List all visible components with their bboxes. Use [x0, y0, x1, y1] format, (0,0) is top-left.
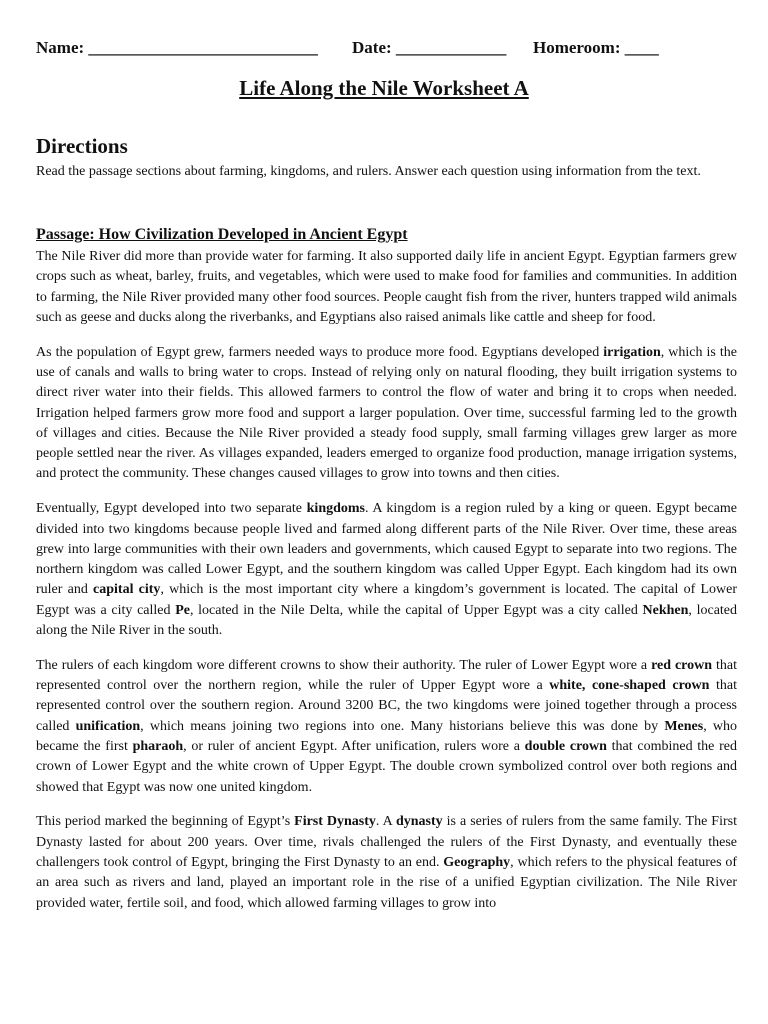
text-run: that represented control over the northern region, while the ruler of Upper Egypt wore a	[36, 657, 737, 694]
text-run: . A	[375, 814, 396, 830]
directions-heading: Directions	[36, 134, 128, 158]
page-title: Life Along the Nile Worksheet A	[239, 76, 529, 100]
date-field: Date: _____________	[352, 38, 507, 57]
passage-paragraph-2	[36, 343, 737, 485]
text-run: , which is the use of canals and walls to bring water to crops. Instead of relying only on natural flooding, they built irrigation systems to direct river water into their fields. This allowed farmers to control the flow of water and bring it to crops when needed. Irrigation helped farmers grow more food and support a larger population. Over time, successful farming led to the growth of villages and cities. Because the Nile River provided a steady food supply, small farming villages grew larger as more people settled near the river. As villages expanded, leaders emerged to organize food production, manage irrigation systems, and protect the community. These changes caused villages to grow into towns and then cities.	[36, 344, 737, 482]
text-run: Eventually, Egypt developed into two separate	[36, 501, 307, 517]
text-run: , which refers to the physical features of an area such as rivers and land, played an important role in the rise of a unified Egyptian civilization. The Nile River provided water, fertile soil, and food, which allowed farming villages to grow into	[36, 855, 737, 911]
passage-paragraph-1: The Nile River did more than provide water for farming. It also supported daily life in ancient Egypt. Egyptian farmers grew crops such as wheat, barley, fruits, and vegetables, which were used to make food for families and communities. In addition to farming, the Nile River provided many other food sources. People caught fish from the river, hunters trapped wild animals such as geese and ducks along the riverbanks, and Egyptians also raised animals like cattle and sheep for food.	[36, 249, 737, 325]
text-run: , located in the Nile Delta, while the capital of Upper Egypt was a city called	[189, 602, 643, 618]
key-term-first-dynasty: First Dynasty	[294, 814, 376, 830]
key-term-double-crown: double crown	[524, 739, 607, 755]
text-run: This period marked the beginning of Egypt’s	[36, 814, 295, 830]
key-term-unification: unification	[75, 718, 141, 734]
key-term-white-crown: white, cone-shaped crown	[549, 678, 710, 694]
text-run: that combined the red crown of Lower Egypt and the white crown of Upper Egypt. The double crown symbolized control over both regions and showed that Egypt was now one united kingdom.	[36, 739, 737, 795]
key-term-nekhen: Nekhen	[642, 602, 689, 618]
directions-text: Read the passage sections about farming, kingdoms, and rulers. Answer each question using information from the text.	[36, 164, 701, 179]
name-field: Name: ___________________________	[36, 38, 318, 57]
key-term-pe: Pe	[175, 602, 190, 618]
key-term-dynasty: dynasty	[395, 814, 443, 830]
passage-heading: Passage: How Civilization Developed in Ancient Egypt	[36, 226, 408, 243]
passage-paragraph-5	[36, 812, 737, 913]
text-run: The rulers of each kingdom wore different crowns to show their authority. The ruler of Lower Egypt wore a	[36, 657, 652, 673]
key-term-menes: Menes	[664, 718, 704, 734]
key-term-capital-city: capital city	[93, 582, 161, 598]
homeroom-field: Homeroom: ____	[533, 38, 659, 57]
key-term-geography: Geography	[443, 855, 511, 871]
passage-paragraph-3	[36, 499, 737, 641]
text-run: , located along the Nile River in the south.	[36, 602, 738, 639]
key-term-irrigation: irrigation	[603, 344, 661, 360]
passage-body	[36, 247, 737, 928]
key-term-kingdoms: kingdoms	[306, 501, 365, 517]
text-run: . A kingdom is a region ruled by a king or queen. Egypt became divided into two kingdoms because people lived and farmed along different parts of the Nile River. Over time, these areas grew into large communities with their own leaders and governments, which caused Egypt to separate into two regions. The northern kingdom was called Lower Egypt, and the southern kingdom was called Upper Egypt. Each kingdom had its own ruler and	[36, 501, 737, 598]
key-term-pharaoh: pharaoh	[132, 739, 184, 755]
text-run: that represented control over the southern region. Around 3200 BC, the two kingdoms were joined together through a process called	[36, 678, 737, 734]
text-run: , which is the most important city where a kingdom’s government is located. The capital of Lower Egypt was a city called	[36, 582, 737, 618]
text-run: , who became the first	[36, 718, 737, 755]
text-run: , or ruler of ancient Egypt. After unification, rulers wore a	[183, 739, 525, 755]
passage-paragraph-4	[36, 656, 737, 798]
text-run: is a series of rulers from the same family. The First Dynasty lasted for about 200 years. Over time, rivals challenged the rulers of the First Dynasty, and eventually these challengers took control of Egypt, bringing the First Dynasty to an end.	[36, 814, 737, 871]
key-term-red-crown: red crown	[651, 657, 713, 673]
text-run: As the population of Egypt grew, farmers needed ways to produce more food. Egyptians developed	[36, 344, 604, 360]
text-run: , which means joining two regions into one. Many historians believe this was done by	[140, 718, 665, 734]
